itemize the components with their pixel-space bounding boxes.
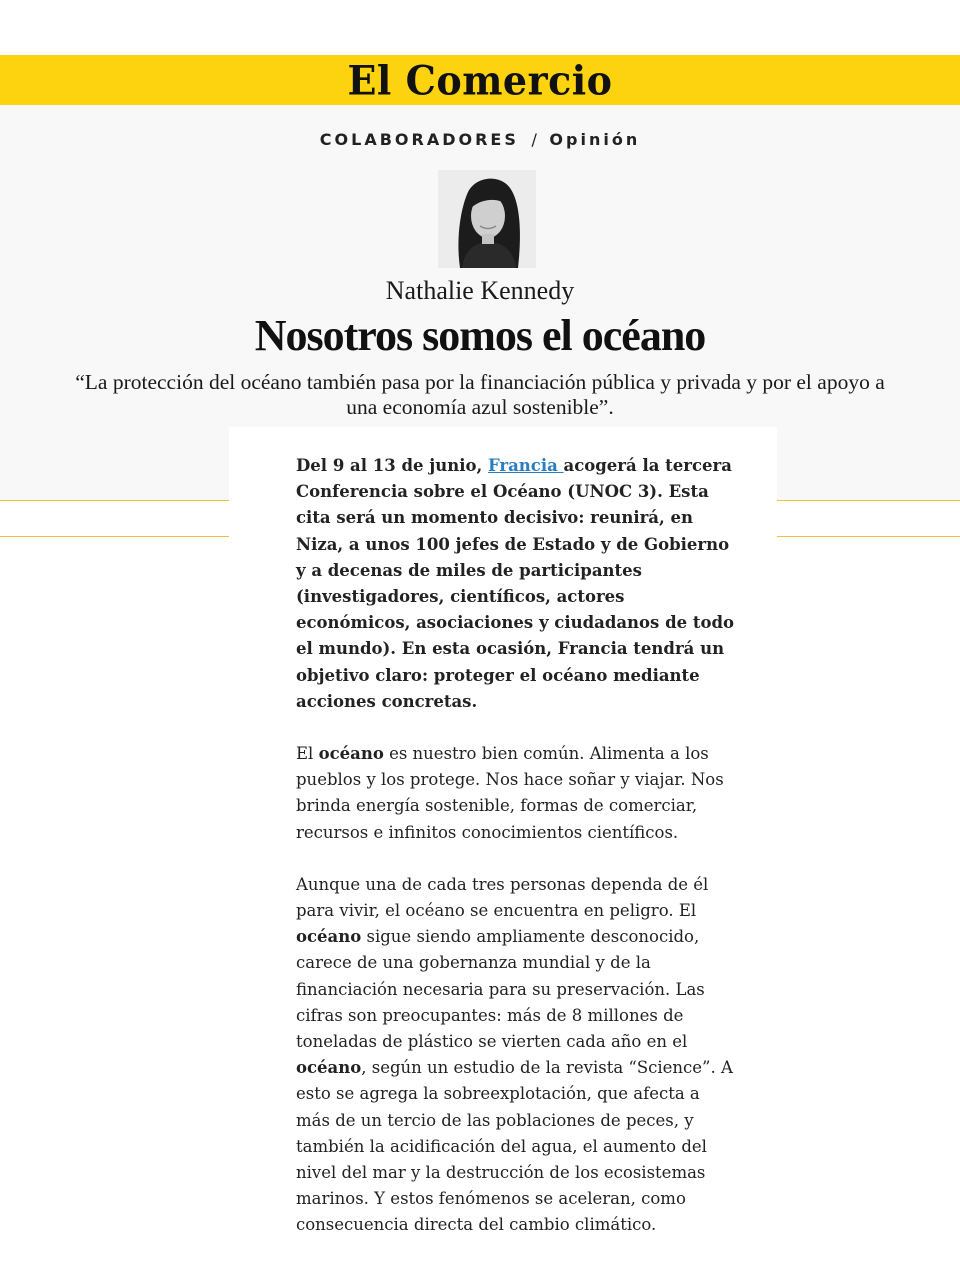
author-name[interactable]: Nathalie Kennedy xyxy=(385,276,575,305)
article-paragraph: Del 9 al 13 de junio, Francia acogerá la tercera Conferencia sobre el Océano (UNOC 3). Esta cita será un momento decisivo: reunirá, en Niza, a unos 100 jefes de Estado y de Gobierno y a decenas de miles de participantes (investigadores, científicos, actores económicos, asociaciones y ciudadanos de todo el mundo). En esta ocasión, Francia tendrá un objetivo claro: proteger el océano mediante acciones concretas. xyxy=(296,456,735,711)
article-headline: Nosotros somos el océano xyxy=(254,311,706,360)
section-breadcrumb xyxy=(0,130,960,149)
section-category-link[interactable]: COLABORADORES xyxy=(319,130,519,149)
breadcrumb-separator: / xyxy=(531,130,537,149)
author-portrait-icon xyxy=(438,170,536,268)
article-paragraph: El océano es nuestro bien común. Alimenta a los pueblos y los protege. Nos hace soñar y viajar. Nos brinda energía sostenible, formas de comerciar, recursos e infinitos conocimientos científicos. xyxy=(296,744,724,842)
article-deck: “La protección del océano también pasa por la financiación pública y privada y por el apoyo a una economía azul sostenible”. xyxy=(75,370,885,419)
francia-link[interactable]: Francia xyxy=(487,456,564,475)
section-subcategory-link[interactable]: Opinión xyxy=(549,130,641,149)
article-body xyxy=(296,453,736,1265)
top-margin xyxy=(0,0,960,55)
masthead-bar xyxy=(0,55,960,105)
article-paragraph: Aunque una de cada tres personas dependa de él para vivir, el océano se encuentra en peligro. El océano sigue siendo ampliamente desconocido, carece de una gobernanza mundial y de la financiación necesaria para su preservación. Las cifras son preocupantes: más de 8 millones de toneladas de plástico se vierten cada año en el océano, según un estudio de la revista “Science”. A esto se agrega la sobreexplotación, que afecta a más de un tercio de las poblaciones de peces, y también la acidificación del agua, el aumento del nivel del mar y la destrucción de los ecosistemas marinos. Y estos fenómenos se aceleran, como consecuencia directa del cambio climático. xyxy=(296,874,733,1235)
author-avatar xyxy=(438,170,536,268)
masthead-logo[interactable]: El Comercio xyxy=(347,56,613,104)
